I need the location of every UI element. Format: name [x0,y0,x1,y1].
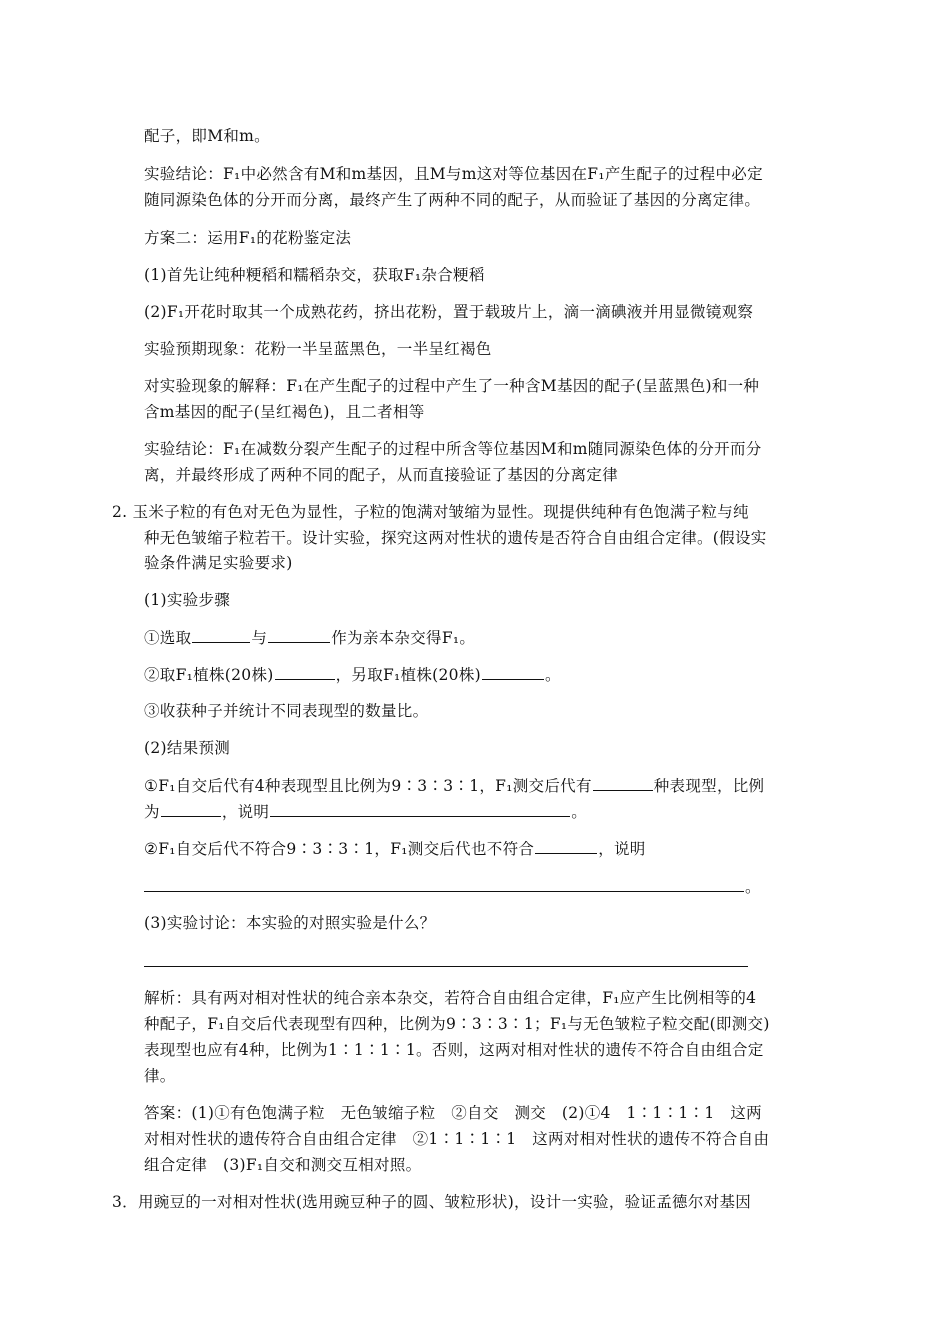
text-fragment: ，说明 [221,803,270,821]
answer-blank[interactable] [270,801,570,817]
text-fragment: 作为亲本杂交得F₁。 [331,629,476,647]
answer-blank[interactable] [593,775,653,791]
text-line: 含m基因的配子(呈红褐色)，且二者相等 [144,403,425,421]
text-fragment: 与 [251,629,268,647]
answer-blank[interactable] [144,876,744,892]
text-fragment: 为 [144,803,160,821]
answer-blank[interactable] [161,801,221,817]
text-line: ③收获种子并统计不同表现型的数量比。 [144,702,429,720]
text-line: 对实验现象的解释：F₁在产生配子的过程中产生了一种含M基因的配子(呈蓝黑色)和一种 [144,377,760,395]
answer-text-line: 答案：(1)①有色饱满子粒 无色皱缩子粒 ②自交 测交 (2)①4 1∶1∶1∶1 这两 [144,1104,762,1122]
text-fragment: ②取F₁植株(20株) [144,666,274,684]
text-fragment: 。 [544,666,561,684]
answer-blank[interactable] [482,664,544,680]
result-2-line-2 [144,876,761,897]
answer-blank[interactable] [192,627,250,643]
question-3: 3．用豌豆的一对相对性状(选用豌豆种子的圆、皱粒形状)，设计一实验，验证孟德尔对基因 [112,1193,752,1211]
answer-blank[interactable] [275,664,335,680]
answer-blank[interactable] [535,838,597,854]
text-line: 随同源染色体的分开而分离，最终产生了两种不同的配子，从而验证了基因的分离定律。 [144,191,761,209]
answer-line[interactable] [144,966,748,967]
result-1-line [144,775,764,796]
text-fragment: 。 [745,878,761,896]
text-fragment: 。 [571,803,588,821]
text-line: 离，并最终形成了两种不同的配子，从而直接验证了基因的分离定律 [144,466,619,484]
text-fragment: ，说明 [598,840,646,858]
text-line: 种无色皱缩子粒若干。设计实验，探究这两对性状的遗传是否符合自由组合定律。(假设实 [144,529,767,547]
step-1-line [144,627,475,648]
text-fragment: ①选取 [144,629,192,647]
result-2-line [144,838,646,859]
text-line: 实验预期现象：花粉一半呈蓝黑色，一半呈红褐色 [144,340,492,358]
section-heading: (3)实验讨论：本实验的对照实验是什么？ [144,914,436,932]
text-fragment: ①F₁自交后代有4种表现型且比例为9∶3∶3∶1，F₁测交后代有 [144,777,592,795]
result-1-line-2 [144,801,587,822]
answer-blank[interactable] [268,627,330,643]
question-2: 2. 玉米子粒的有色对无色为显性，子粒的饱满对皱缩为显性。现提供纯种有色饱满子粒与纯 [112,503,749,521]
answer-text-line: 组合定律 (3)F₁自交和测交互相对照。 [144,1156,422,1174]
section-heading: (2)结果预测 [144,739,231,757]
text-line: 实验结论：F₁在减数分裂产生配子的过程中所含等位基因M和m随同源染色体的分开而分 [144,440,762,458]
text-line: (2)F₁开花时取其一个成熟花药，挤出花粉，置于载玻片上，滴一滴碘液并用显微镜观察 [144,303,754,321]
text-fragment: 种表现型，比例 [653,777,765,795]
analysis-line: 种配子，F₁自交后代表现型有四种，比例为9∶3∶3∶1；F₁与无色皱粒子粒交配(即测交) [144,1015,770,1033]
analysis-line: 律。 [144,1067,176,1085]
answer-text-line: 对相对性状的遗传符合自由组合定律 ②1∶1∶1∶1 这两对相对性状的遗传不符合自由 [144,1130,770,1148]
step-2-line [144,664,561,685]
text-line: 方案二：运用F₁的花粉鉴定法 [144,229,352,247]
section-heading: (1)实验步骤 [144,591,231,609]
analysis-line: 解析：具有两对相对性状的纯合亲本杂交，若符合自由组合定律，F₁应产生比例相等的4 [144,989,757,1007]
text-fragment: ②F₁自交后代不符合9∶3∶3∶1，F₁测交后代也不符合 [144,840,535,858]
text-line: (1)首先让纯种粳稻和糯稻杂交，获取F₁杂合粳稻 [144,266,485,284]
text-fragment: ，另取F₁植株(20株) [335,666,481,684]
text-line: 验条件满足实验要求) [144,554,293,572]
analysis-line: 表现型也应有4种，比例为1∶1∶1∶1。否则，这两对相对性状的遗传不符合自由组合定 [144,1041,764,1059]
text-line: 配子，即M和m。 [144,127,270,145]
text-line: 实验结论：F₁中必然含有M和m基因，且M与m这对等位基因在F₁产生配子的过程中必定 [144,165,763,183]
